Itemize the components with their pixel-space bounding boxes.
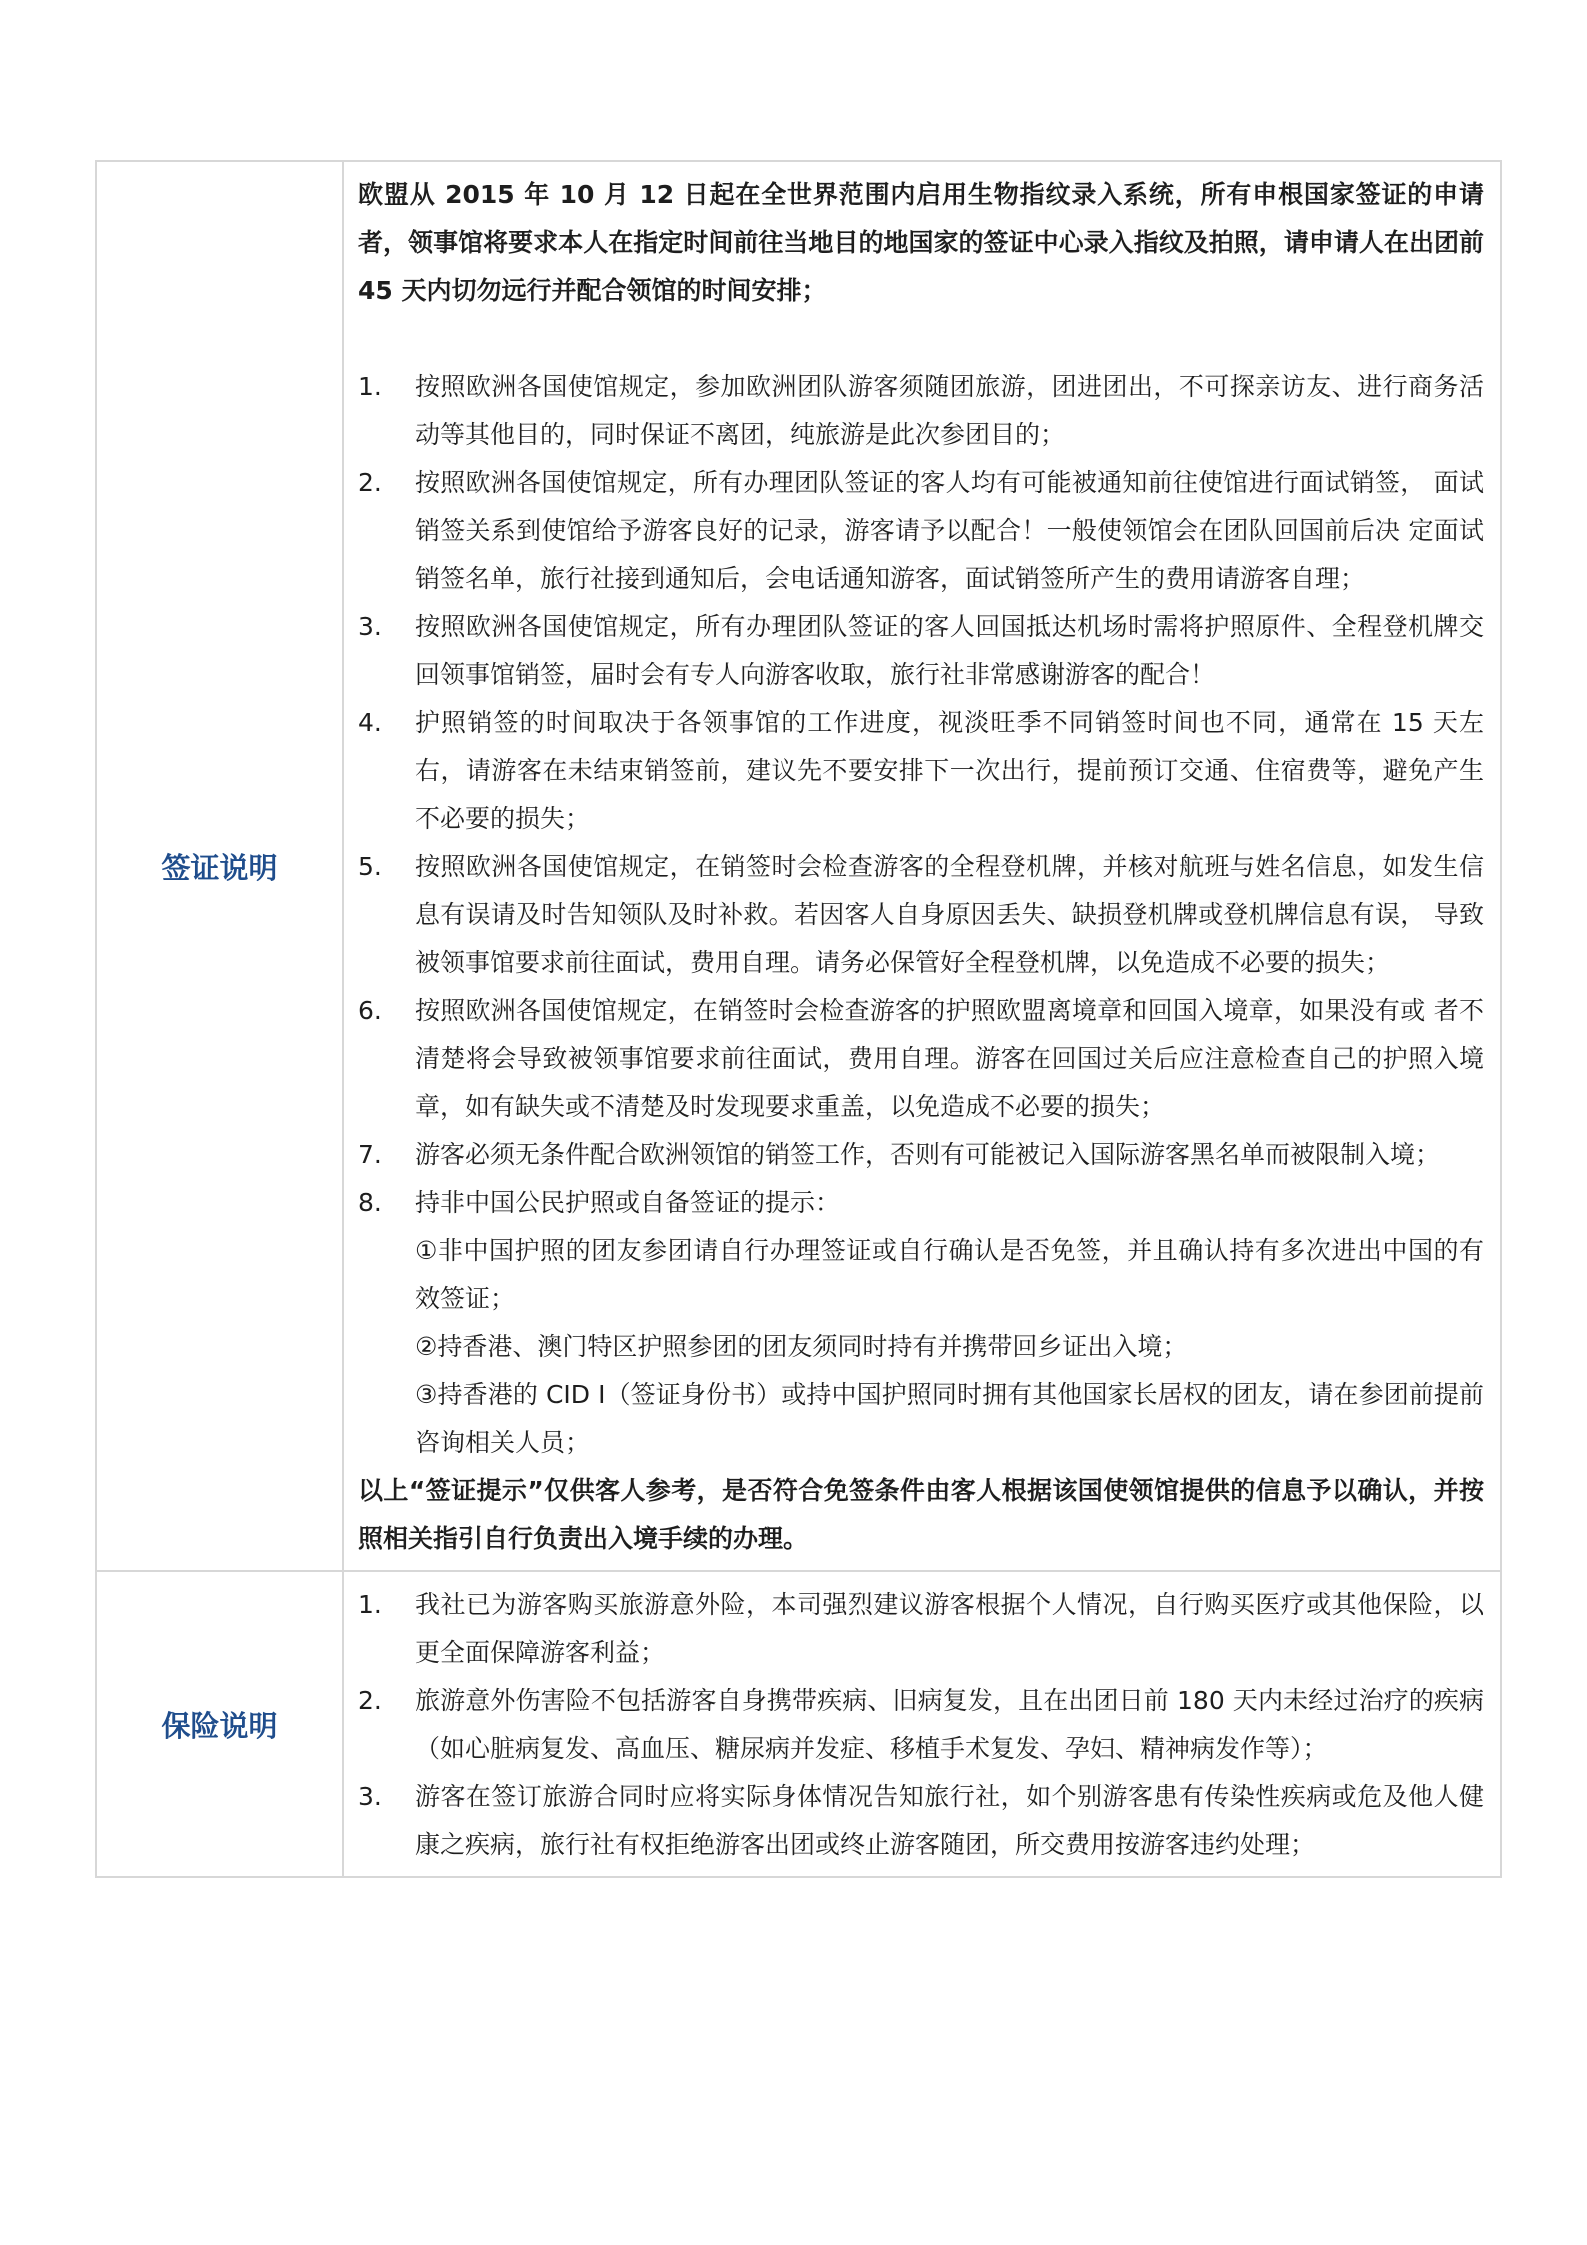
visa-content [343, 161, 1501, 1571]
item-text: 护照销签的时间取决于各领事馆的工作进度，视淡旺季不同销签时间也不同，通常在 15 天左右，请游客在未结束销签前，建议先不要安排下一次出行，提前预订交通、住宿费等，避免产生不必要的损失； [415, 708, 1484, 833]
visa-label: 签证说明 [96, 161, 343, 1571]
info-table [95, 160, 1502, 1878]
list-item [358, 1179, 1484, 1467]
item-text: 按照欧洲各国使馆规定，所有办理团队签证的客人均有可能被通知前往使馆进行面试销签， 面试销签关系到使馆给予游客良好的记录，游客请予以配合！一般使领馆会在团队回国前后决 定面试销签名单，旅行社接到通知后，会电话通知游客，面试销签所产生的费用请游客自理； [415, 468, 1484, 593]
item-number: 5. [358, 852, 382, 881]
list-item [358, 699, 1484, 843]
visa-row [96, 161, 1501, 1571]
list-item [358, 363, 1484, 459]
item-number: 6. [358, 996, 382, 1025]
insurance-content [343, 1571, 1501, 1877]
item-number: 2. [358, 1686, 382, 1715]
list-item [358, 987, 1484, 1131]
item-text: 按照欧洲各国使馆规定，所有办理团队签证的客人回国抵达机场时需将护照原件、全程登机牌交回领事馆销签，届时会有专人向游客收取，旅行社非常感谢游客的配合！ [415, 612, 1484, 689]
item-number: 1. [358, 1590, 382, 1619]
item-text: 按照欧洲各国使馆规定，参加欧洲团队游客须随团旅游，团进团出，不可探亲访友、进行商务活动等其他目的，同时保证不离团，纯旅游是此次参团目的； [415, 372, 1484, 449]
item-number: 8. [358, 1188, 382, 1217]
item-number: 1. [358, 372, 382, 401]
item-number: 2. [358, 468, 382, 497]
list-item [358, 459, 1484, 603]
item-number: 3. [358, 1782, 382, 1811]
insurance-list [358, 1581, 1484, 1869]
list-item [358, 1131, 1484, 1179]
item-number: 4. [358, 708, 382, 737]
sub-item: ①非中国护照的团友参团请自行办理签证或自行确认是否免签，并且确认持有多次进出中国的有效签证； [415, 1236, 1484, 1313]
visa-intro: 欧盟从 2015 年 10 月 12 日起在全世界范围内启用生物指纹录入系统，所有申根国家签证的申请者，领事馆将要求本人在指定时间前往当地目的地国家的签证中心录入指纹及拍照，请申请人在出团前 45 天内切勿远行并配合领馆的时间安排； [358, 180, 1484, 305]
item-text: 按照欧洲各国使馆规定，在销签时会检查游客的护照欧盟离境章和回国入境章，如果没有或 者不清楚将会导致被领事馆要求前往面试，费用自理。游客在回国过关后应注意检查自己的护照入境章，如有缺失或不清楚及时发现要求重盖，以免造成不必要的损失； [415, 996, 1484, 1121]
insurance-label: 保险说明 [96, 1571, 343, 1877]
item-number: 7. [358, 1140, 382, 1169]
item-text: 游客必须无条件配合欧洲领馆的销签工作，否则有可能被记入国际游客黑名单而被限制入境； [415, 1140, 1441, 1169]
sub-item: ③持香港的 CID I（签证身份书）或持中国护照同时拥有其他国家长居权的团友，请在参团前提前咨询相关人员； [415, 1380, 1484, 1457]
visa-closing-note: 以上“签证提示”仅供客人参考，是否符合免签条件由客人根据该国使领馆提供的信息予以确认，并按照相关指引自行负责出入境手续的办理。 [358, 1476, 1484, 1553]
item-text: 旅游意外伤害险不包括游客自身携带疾病、旧病复发，且在出团日前 180 天内未经过治疗的疾病（如心脏病复发、高血压、糖尿病并发症、移植手术复发、孕妇、精神病发作等）； [415, 1686, 1484, 1763]
list-item [358, 843, 1484, 987]
item-text: 我社已为游客购买旅游意外险，本司强烈建议游客根据个人情况，自行购买医疗或其他保险，以更全面保障游客利益； [415, 1590, 1484, 1667]
item-text: 按照欧洲各国使馆规定，在销签时会检查游客的全程登机牌，并核对航班与姓名信息，如发生信息有误请及时告知领队及时补救。若因客人自身原因丢失、缺损登机牌或登机牌信息有误， 导致被领事馆要求前往面试，费用自理。请务必保管好全程登机牌，以免造成不必要的损失； [415, 852, 1484, 977]
visa-list [358, 363, 1484, 1467]
list-item [358, 1581, 1484, 1677]
list-item [358, 603, 1484, 699]
sub-item: ②持香港、澳门特区护照参团的团友须同时持有并携带回乡证出入境； [415, 1332, 1188, 1361]
item-body [415, 1179, 1484, 1467]
item-number: 3. [358, 612, 382, 641]
item-text: 游客在签订旅游合同时应将实际身体情况告知旅行社，如个别游客患有传染性疾病或危及他人健康之疾病，旅行社有权拒绝游客出团或终止游客随团，所交费用按游客违约处理； [415, 1782, 1484, 1859]
spacer [358, 315, 1484, 363]
list-item [358, 1773, 1484, 1869]
item-text: 持非中国公民护照或自备签证的提示： [415, 1188, 841, 1217]
insurance-row [96, 1571, 1501, 1877]
list-item [358, 1677, 1484, 1773]
